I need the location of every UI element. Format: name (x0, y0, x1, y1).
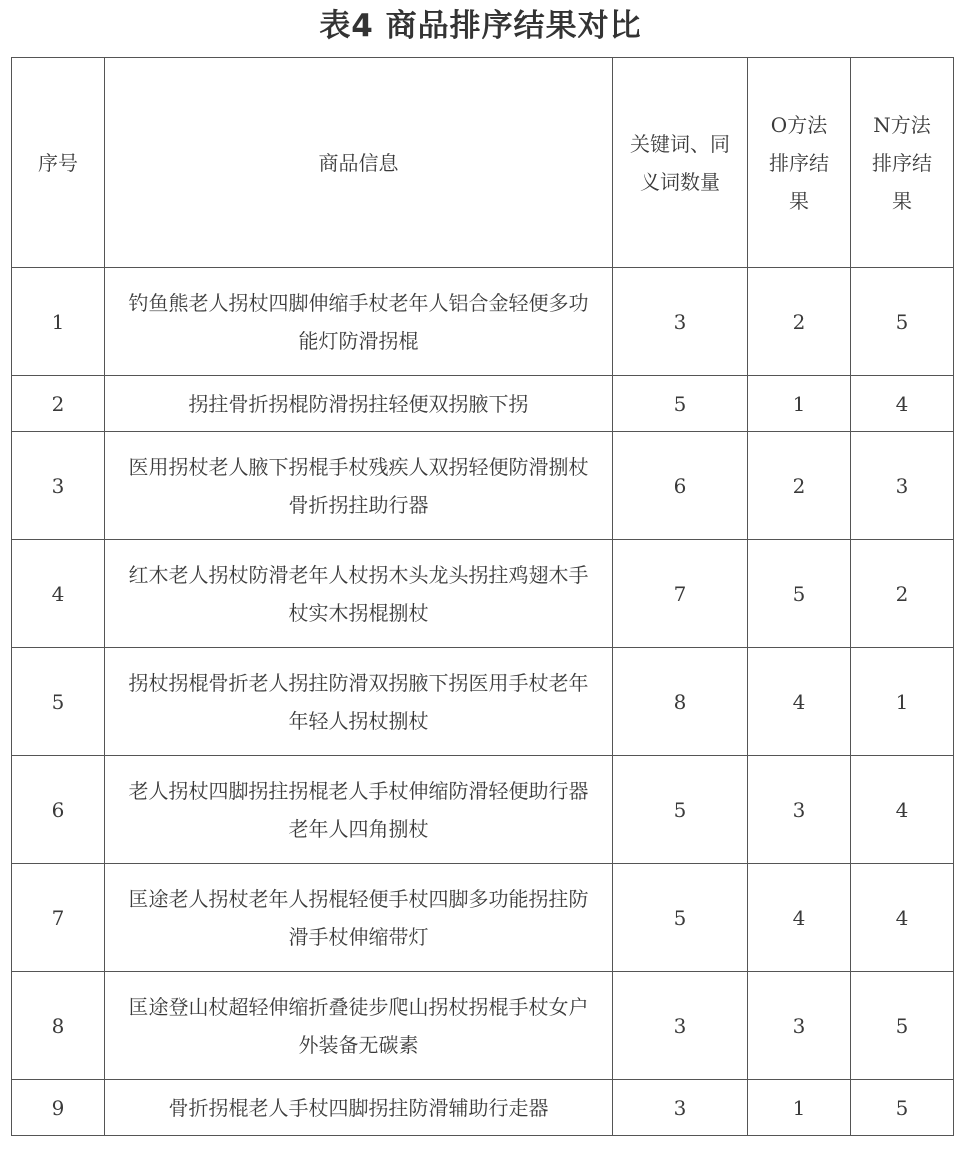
cell-keyword-count: 8 (613, 648, 748, 756)
cell-index: 2 (12, 376, 105, 432)
cell-o-rank: 1 (748, 1080, 851, 1136)
header-row (12, 58, 954, 268)
cell-info: 骨折拐棍老人手杖四脚拐拄防滑辅助行走器 (105, 1080, 613, 1136)
table-row (12, 1080, 954, 1136)
cell-info: 拐杖拐棍骨折老人拐拄防滑双拐腋下拐医用手杖老年年轻人拐杖捌杖 (105, 648, 613, 756)
header-keyword-count: 关键词、同义词数量 (613, 58, 748, 268)
cell-o-rank: 2 (748, 432, 851, 540)
cell-info: 匡途老人拐杖老年人拐棍轻便手杖四脚多功能拐拄防滑手杖伸缩带灯 (105, 864, 613, 972)
table-title: 表4 商品排序结果对比 (319, 8, 642, 44)
cell-n-rank: 5 (851, 268, 954, 376)
cell-keyword-count: 7 (613, 540, 748, 648)
cell-o-rank: 3 (748, 756, 851, 864)
cell-o-rank: 1 (748, 376, 851, 432)
cell-keyword-count: 5 (613, 756, 748, 864)
cell-index: 8 (12, 972, 105, 1080)
cell-n-rank: 3 (851, 432, 954, 540)
cell-info: 红木老人拐杖防滑老年人杖拐木头龙头拐拄鸡翅木手杖实木拐棍捌杖 (105, 540, 613, 648)
cell-o-rank: 4 (748, 648, 851, 756)
table-row (12, 432, 954, 540)
header-o-method: O方法排序结果 (748, 58, 851, 268)
table-row (12, 972, 954, 1080)
cell-o-rank: 3 (748, 972, 851, 1080)
cell-index: 3 (12, 432, 105, 540)
cell-keyword-count: 3 (613, 268, 748, 376)
cell-info: 拐拄骨折拐棍防滑拐拄轻便双拐腋下拐 (105, 376, 613, 432)
cell-info: 钓鱼熊老人拐杖四脚伸缩手杖老年人铝合金轻便多功能灯防滑拐棍 (105, 268, 613, 376)
cell-n-rank: 4 (851, 756, 954, 864)
cell-o-rank: 4 (748, 864, 851, 972)
header-info: 商品信息 (105, 58, 613, 268)
cell-keyword-count: 3 (613, 1080, 748, 1136)
table-row (12, 756, 954, 864)
cell-info: 老人拐杖四脚拐拄拐棍老人手杖伸缩防滑轻便助行器老年人四角捌杖 (105, 756, 613, 864)
table-row (12, 864, 954, 972)
cell-n-rank: 4 (851, 864, 954, 972)
cell-keyword-count: 5 (613, 864, 748, 972)
cell-keyword-count: 5 (613, 376, 748, 432)
cell-info: 匡途登山杖超轻伸缩折叠徒步爬山拐杖拐棍手杖女户外装备无碳素 (105, 972, 613, 1080)
cell-index: 9 (12, 1080, 105, 1136)
cell-index: 5 (12, 648, 105, 756)
cell-index: 4 (12, 540, 105, 648)
cell-keyword-count: 6 (613, 432, 748, 540)
header-index: 序号 (12, 58, 105, 268)
cell-n-rank: 1 (851, 648, 954, 756)
cell-keyword-count: 3 (613, 972, 748, 1080)
cell-n-rank: 5 (851, 972, 954, 1080)
header-n-method: N方法排序结果 (851, 58, 954, 268)
table-row (12, 268, 954, 376)
cell-n-rank: 2 (851, 540, 954, 648)
cell-index: 1 (12, 268, 105, 376)
table-row (12, 540, 954, 648)
cell-n-rank: 5 (851, 1080, 954, 1136)
cell-o-rank: 2 (748, 268, 851, 376)
cell-index: 6 (12, 756, 105, 864)
table-row (12, 376, 954, 432)
cell-index: 7 (12, 864, 105, 972)
cell-o-rank: 5 (748, 540, 851, 648)
cell-n-rank: 4 (851, 376, 954, 432)
cell-info: 医用拐杖老人腋下拐棍手杖残疾人双拐轻便防滑捌杖骨折拐拄助行器 (105, 432, 613, 540)
ranking-comparison-table (11, 57, 954, 1136)
table-row (12, 648, 954, 756)
